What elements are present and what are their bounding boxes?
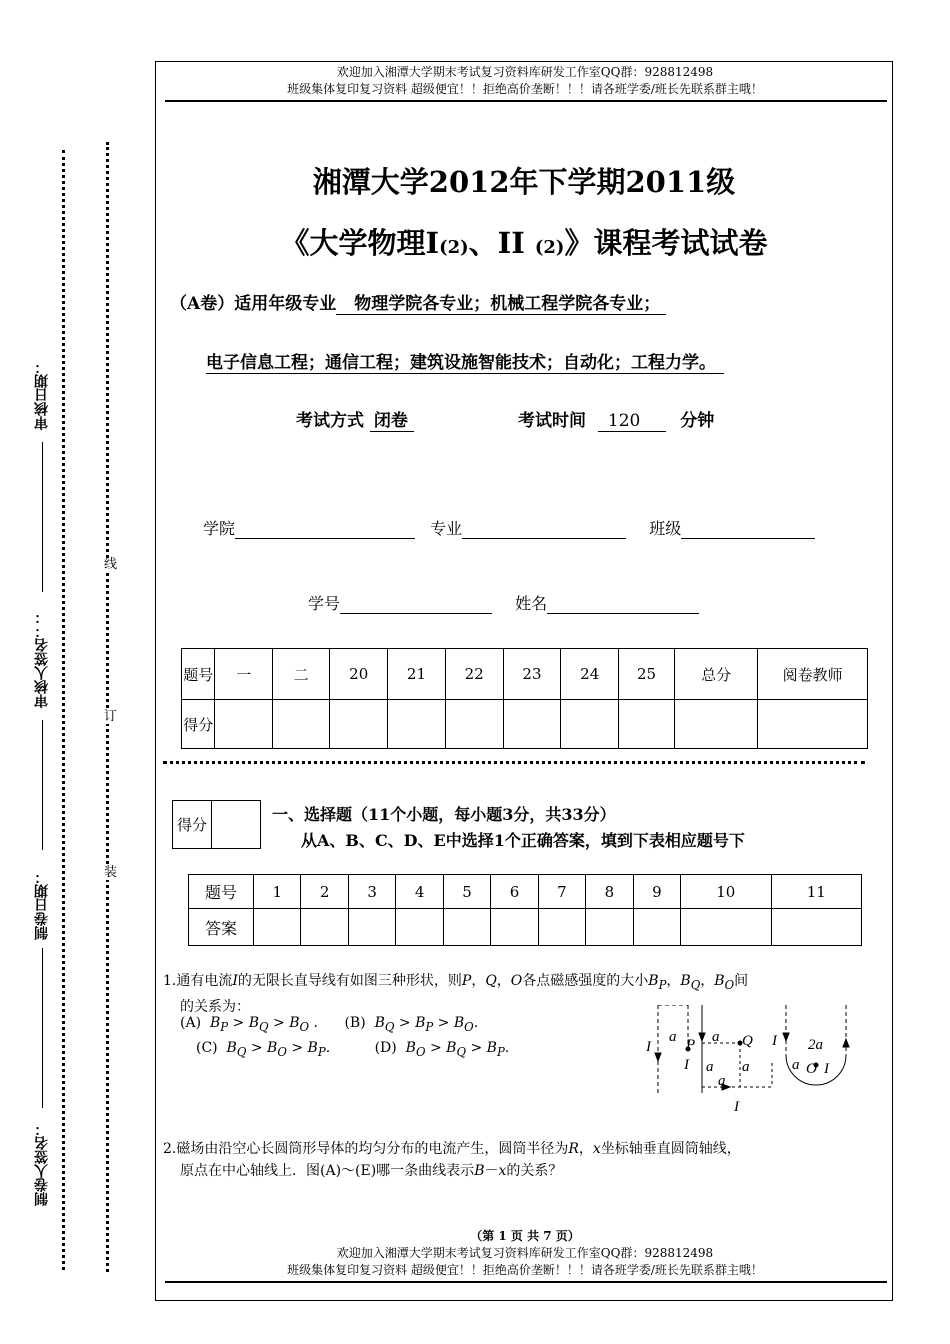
exam-time-unit: 分钟 [680, 411, 715, 431]
score-col-total: 总分 [674, 649, 757, 700]
fig-label: 2a [808, 1037, 823, 1053]
score-col: 23 [503, 649, 561, 700]
score-table-header-row [182, 649, 868, 700]
question-1-option-a-b [180, 1012, 478, 1038]
exam-mode-value: 闭卷 [370, 411, 414, 432]
fig-label: a [742, 1059, 750, 1075]
make-date-label: 制卷日期： [34, 870, 50, 940]
option-a[interactable]: (A) $B_P > B_Q > B_O$ . [180, 1015, 318, 1034]
answer-cell[interactable] [301, 909, 348, 946]
question-1-stem: 1.通有电流I的无限长直导线有如图三种形状，则P，Q，O各点磁感强度的大小$B_P$，$B_Q$，$B_O$间 的关系为： [163, 973, 749, 1015]
exam-time-value: 120 [598, 411, 666, 432]
student-info-row-2 [308, 591, 699, 614]
question-1-option-c-d [196, 1037, 509, 1063]
score-col: 24 [561, 649, 619, 700]
fig1-current-arrow [655, 1053, 661, 1061]
score-col-grader: 阅卷教师 [758, 649, 868, 700]
review-date-line [42, 442, 43, 592]
fig-label: I [824, 1061, 829, 1077]
name-label: 姓名 [515, 594, 548, 613]
binding-char-pack: 装 [104, 865, 118, 880]
fig2-current-arrow [699, 1033, 705, 1041]
answer-table-row-label: 答案 [189, 909, 254, 946]
class-label: 班级 [649, 519, 682, 538]
reviewer-sign-label: 审核人签名：： [34, 610, 50, 708]
fig-label: O [806, 1061, 817, 1077]
answer-table-row-label: 题号 [189, 875, 254, 909]
binding-dotted-line-inner [106, 142, 109, 1272]
fig-label: I [772, 1033, 777, 1049]
answer-number: 4 [396, 875, 443, 909]
reviewer-sign-line [42, 720, 43, 850]
footer-line-2: 班级集体复印复习资料 超级便宜！！拒绝高价垄断！！！请各班学委/班长先联系群主哦！ [287, 1263, 763, 1277]
answer-number: 2 [301, 875, 348, 909]
fig3-current-arrow-up [843, 1039, 849, 1047]
major-field[interactable] [462, 520, 626, 539]
question-1-figure [638, 1005, 863, 1117]
answer-cell[interactable] [633, 909, 680, 946]
fig-label: a [718, 1073, 726, 1089]
answer-number: 3 [348, 875, 395, 909]
answer-cell[interactable] [771, 909, 862, 946]
option-d[interactable]: (D) $B_O > B_Q > B_P$. [374, 1040, 510, 1059]
scope-label: （A卷）适用年级专业 [170, 294, 337, 314]
score-cell[interactable] [758, 700, 868, 749]
student-id-label: 学号 [308, 594, 341, 613]
score-table-score-row [182, 700, 868, 749]
score-cell[interactable] [674, 700, 757, 749]
score-col: 25 [619, 649, 675, 700]
answer-number: 8 [586, 875, 633, 909]
exam-time-label: 考试时间 [518, 411, 586, 431]
header-rule [165, 100, 887, 102]
section-divider [163, 761, 865, 764]
answer-cell[interactable] [538, 909, 585, 946]
score-cell[interactable] [445, 700, 503, 749]
answer-cell[interactable] [254, 909, 301, 946]
score-col: 20 [330, 649, 388, 700]
review-date-label: 审核日期： [34, 360, 50, 430]
score-cell[interactable] [388, 700, 446, 749]
fig-label: Q [742, 1033, 753, 1049]
maker-sign-label: 制卷人签名： [34, 1122, 50, 1206]
section1-instruction: 从A、B、C、D、E中选择1个正确答案，填到下表相应题号下 [301, 831, 745, 850]
fig-label: P [686, 1037, 696, 1053]
answer-number: 11 [771, 875, 862, 909]
header-line-2: 班级集体复印复习资料 超级便宜！！拒绝高价垄断！！！请各班学委/班长先联系群主哦！ [287, 82, 763, 96]
section1-score-box [172, 800, 261, 849]
score-cell[interactable] [561, 700, 619, 749]
score-col: 二 [272, 649, 329, 700]
college-field[interactable] [235, 520, 415, 539]
fig-label: a [706, 1059, 714, 1075]
question-2-stem: 2.磁场由沿空心长圆筒形导体的均匀分布的电流产生，圆筒半径为R，x坐标轴垂直圆筒轴线， 原点在中心轴线上．图(A)～(E)哪一条曲线表示B－x的关系？ [163, 1141, 741, 1179]
footer-line-1: 欢迎加入湘潭大学期末考试复习资料库研发工作室QQ群：928812498 [336, 1246, 714, 1260]
answer-number: 5 [443, 875, 490, 909]
college-label: 学院 [203, 519, 236, 538]
fig3-current-arrow [783, 1033, 789, 1041]
scope-value-1: 物理学院各专业；机械工程学院各专业； [336, 294, 666, 315]
binding-char-order: 订 [104, 709, 118, 724]
header-line-1: 欢迎加入湘潭大学期末考试复习资料库研发工作室QQ群：928812498 [336, 65, 714, 79]
exam-mode-row [296, 406, 414, 431]
score-table-row-label: 题号 [182, 649, 215, 700]
answer-number: 7 [538, 875, 585, 909]
score-cell[interactable] [330, 700, 388, 749]
section1-heading: 一、选择题（11个小题，每小题3分，共33分） [272, 805, 616, 824]
fig-label: I [646, 1039, 651, 1055]
score-col: 21 [388, 649, 446, 700]
score-table-row-label: 得分 [182, 700, 215, 749]
score-table [181, 648, 868, 749]
option-b[interactable]: (B) $B_Q > B_P > B_O$. [344, 1015, 479, 1034]
answer-cell[interactable] [586, 909, 633, 946]
answer-number: 9 [633, 875, 680, 909]
exam-mode-label: 考试方式 [296, 411, 364, 431]
student-id-field[interactable] [340, 595, 492, 614]
fig-label: a [669, 1029, 677, 1045]
exam-title-line-1: 湘潭大学2012年下学期2011级 [312, 165, 736, 199]
fig-label: I [734, 1099, 739, 1115]
answer-cell[interactable] [681, 909, 771, 946]
student-info-row-1 [203, 516, 815, 539]
score-col: 一 [215, 649, 272, 700]
page-number: （第 1 页 共 7 页） [470, 1229, 580, 1243]
fig-label: I [684, 1057, 689, 1073]
score-cell[interactable] [272, 700, 329, 749]
answer-table-answer-row [189, 909, 862, 946]
section1-score-label: 得分 [173, 801, 212, 849]
section1-score-cell[interactable] [212, 801, 261, 849]
fig-label: a [712, 1029, 720, 1045]
exam-time-row [518, 406, 714, 431]
scope-line-1 [170, 289, 666, 314]
major-label: 专业 [430, 519, 463, 538]
answer-cell[interactable] [491, 909, 538, 946]
option-c[interactable]: (C) $B_Q > B_O > B_P$. [196, 1040, 331, 1059]
footer-rule [165, 1281, 887, 1283]
fig-label: a [792, 1057, 800, 1073]
answer-table [188, 874, 862, 946]
binding-char-line: 线 [104, 557, 118, 572]
answer-number: 6 [491, 875, 538, 909]
scope-value-2: 电子信息工程；通信工程；建筑设施智能技术；自动化；工程力学。 [206, 353, 724, 374]
scope-line-2 [206, 348, 724, 373]
answer-cell[interactable] [443, 909, 490, 946]
answer-table-number-row [189, 875, 862, 909]
answer-number: 10 [681, 875, 771, 909]
score-cell[interactable] [619, 700, 675, 749]
answer-number: 1 [254, 875, 301, 909]
score-col: 22 [445, 649, 503, 700]
name-field[interactable] [547, 595, 699, 614]
binding-dotted-line-outer [62, 150, 65, 1270]
answer-cell[interactable] [348, 909, 395, 946]
class-field[interactable] [681, 520, 815, 539]
exam-title-line-2: 《大学物理I(2)、II (2)》课程考试试卷 [280, 226, 768, 260]
answer-cell[interactable] [396, 909, 443, 946]
score-cell[interactable] [215, 700, 272, 749]
score-cell[interactable] [503, 700, 561, 749]
make-date-line [42, 948, 43, 1108]
